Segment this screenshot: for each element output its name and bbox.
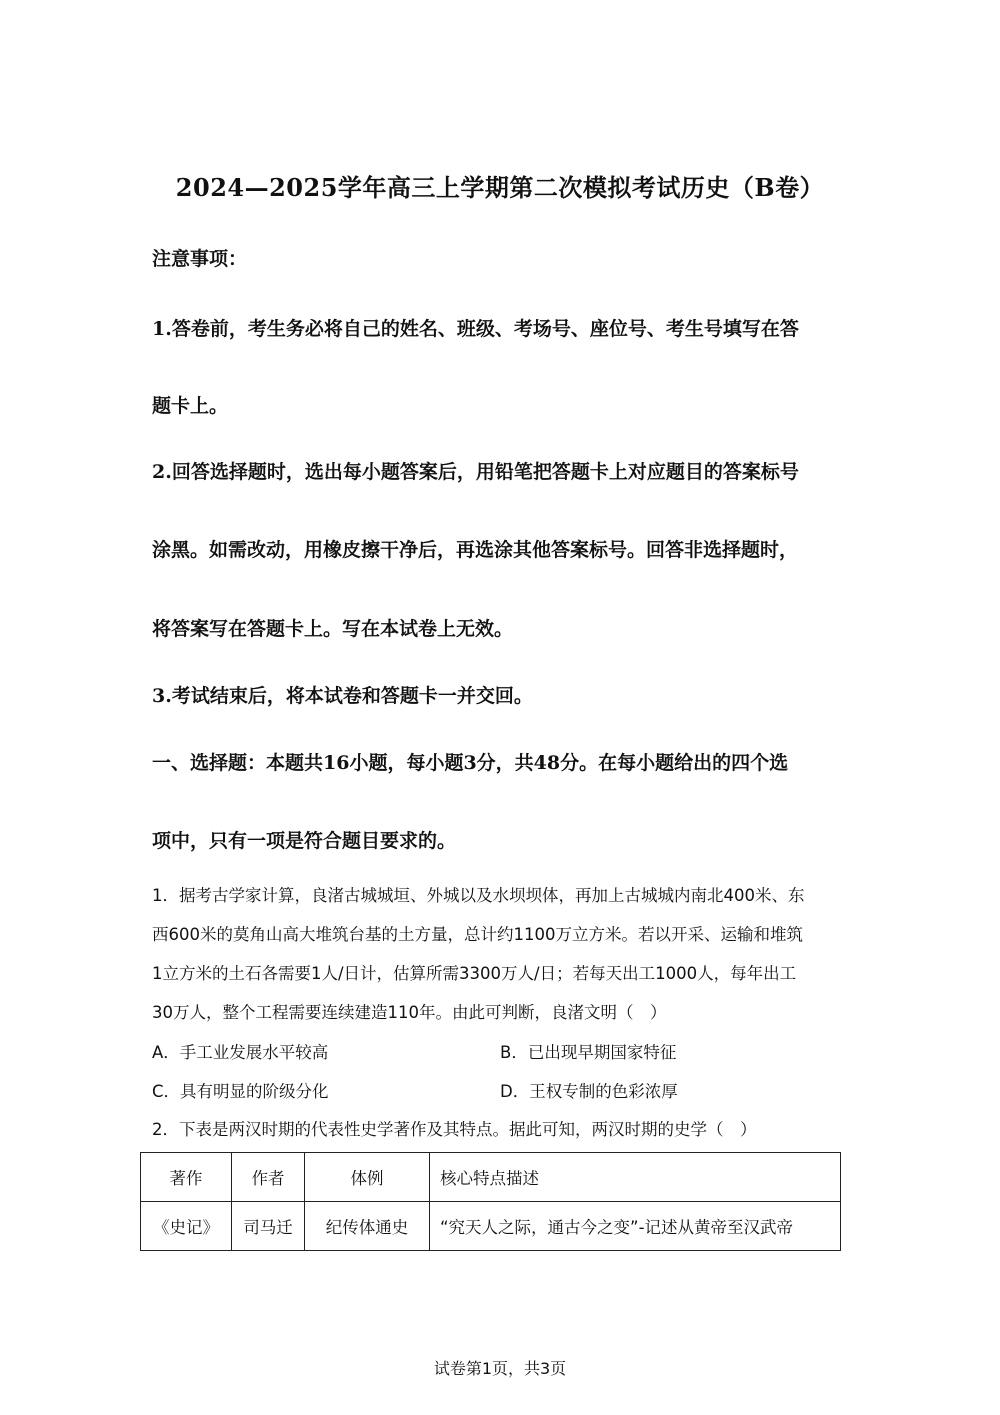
notice-line: 题卡上。	[152, 395, 229, 417]
section-heading: 一、选择题：本题共16小题，每小题3分，共48分。在每小题给出的四个选	[152, 752, 789, 774]
table-header-cell: 体例	[305, 1153, 430, 1202]
question-1-stem: 西600米的莫角山高大堆筑台基的土方量，总计约1100万立方米。若以开采、运输和堆筑	[152, 925, 803, 944]
notice-line: 2.回答选择题时，选出每小题答案后，用铅笔把答题卡上对应题目的答案标号	[152, 461, 799, 483]
question-2-stem: 2．下表是两汉时期的代表性史学著作及其特点。据此可知，两汉时期的史学（ ）	[152, 1120, 757, 1139]
notice-heading: 注意事项：	[152, 248, 248, 270]
notice-line: 涂黑。如需改动，用橡皮擦干净后，再选涂其他答案标号。回答非选择题时，	[152, 539, 799, 561]
notice-line: 将答案写在答题卡上。写在本试卷上无效。	[152, 618, 514, 640]
table-header-row	[141, 1153, 841, 1202]
question-1-stem: 30万人，整个工程需要连续建造110年。由此可判断，良渚文明（ ）	[152, 1003, 667, 1022]
option-c: C．具有明显的阶级分化	[152, 1082, 329, 1101]
history-works-table	[140, 1152, 841, 1251]
table-header-cell: 作者	[232, 1153, 305, 1202]
table-cell: 司马迁	[232, 1202, 305, 1251]
table-cell: “究天人之际，通古今之变”-记述从黄帝至汉武帝	[430, 1202, 841, 1251]
table-header-cell: 著作	[141, 1153, 232, 1202]
option-a: A．手工业发展水平较高	[152, 1043, 329, 1062]
option-d: D．王权专制的色彩浓厚	[500, 1082, 678, 1101]
notice-line: 3.考试结束后，将本试卷和答题卡一并交回。	[152, 685, 533, 707]
page-title: 2024—2025学年高三上学期第二次模拟考试历史（B卷）	[175, 173, 825, 202]
option-b: B．已出现早期国家特征	[500, 1043, 677, 1062]
table-header-cell: 核心特点描述	[430, 1153, 841, 1202]
question-1-stem: 1立方米的土石各需要1人/日计，估算所需3300万人/日；若每天出工1000人，每年出工	[152, 964, 797, 983]
table-cell: 纪传体通史	[305, 1202, 430, 1251]
table-cell: 《史记》	[141, 1202, 232, 1251]
section-heading: 项中，只有一项是符合题目要求的。	[152, 830, 457, 852]
question-1-stem: 1．据考古学家计算，良渚古城城垣、外城以及水坝坝体，再加上古城城内南北400米、东	[152, 886, 805, 905]
page-footer: 试卷第1页，共3页	[433, 1359, 567, 1378]
notice-line: 1.答卷前，考生务必将自己的姓名、班级、考场号、座位号、考生号填写在答	[152, 318, 799, 340]
table-row	[141, 1202, 841, 1251]
